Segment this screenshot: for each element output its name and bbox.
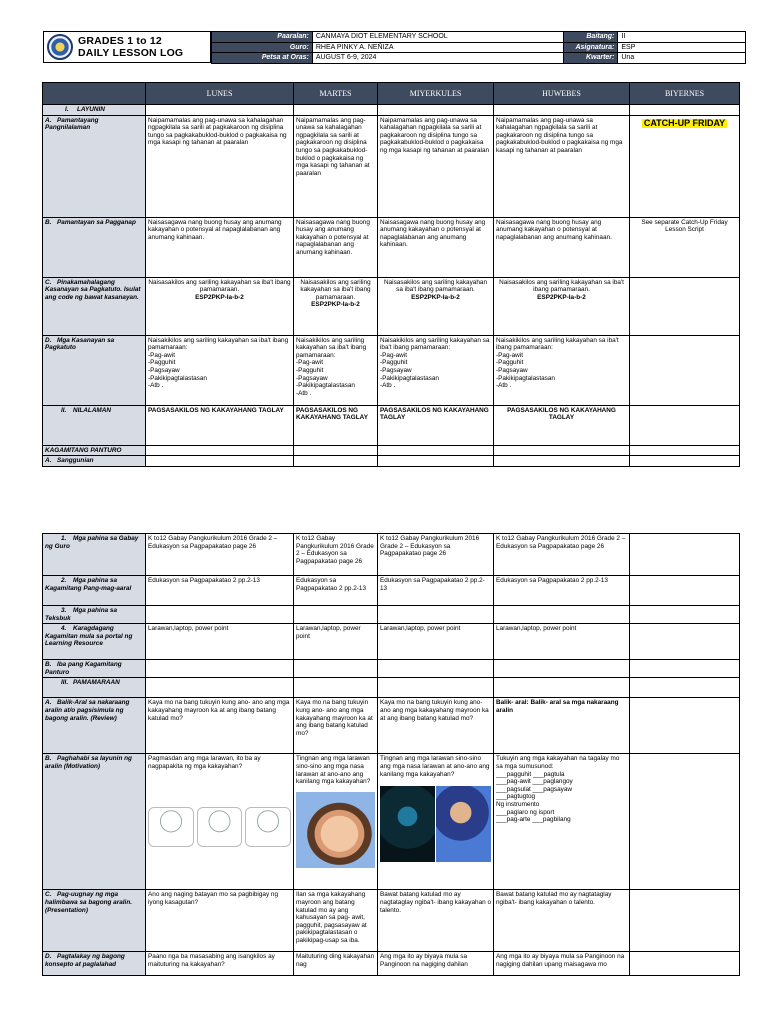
paghahabi-martes xyxy=(294,754,378,890)
skill-item: ___paglaro ng isport xyxy=(496,808,555,816)
paaralan-label: Paaralan: xyxy=(212,32,313,43)
pagtalakay-martes: Maituturing ding kakayahan nag xyxy=(294,952,378,976)
paghahabi-miyerkules xyxy=(378,754,494,890)
corner-header xyxy=(43,83,146,105)
grades-title xyxy=(78,35,183,59)
row-label-kasanayan: D. Mga Kasanayan sa Pagkatuto xyxy=(43,335,146,405)
paghahabi-martes-text: Tingnan ang mga larawan sino-sino ang mga nasa larawan at ano-ano ang kanilang mga kakayahan? xyxy=(296,755,371,786)
paghahabi-lunes xyxy=(146,754,294,890)
day-header-martes: MARTES xyxy=(294,83,378,105)
cartoon-images xyxy=(148,801,291,847)
nilalaman-martes: PAGSASAKILOS NG KAKAYAHANG TAGLAY xyxy=(294,405,378,445)
row-label-paghahabi: B. Paghahabi sa layunin ng aralin (Motivation) xyxy=(43,754,146,890)
pamantayang-martes: Naipamamalas ang pag-unawa sa kahalagahan ngpagkilala sa sarili at pagkakaroon ng disiplina tungo sa pagkakabuklod-buklod o pagkakaisa ng mga kasapi ng tahanan at paaralan xyxy=(294,115,378,217)
baitang-label: Baitang: xyxy=(564,32,618,43)
skill-item: ___pag-awit ___paglangoy xyxy=(496,778,573,786)
day-header-huwebes: HUWEBES xyxy=(494,83,630,105)
balik-aral-huwebes: Balik- aral: Balik- aral sa mga nakaraang aralin xyxy=(494,698,630,754)
balik-aral-miyerkules: Kaya mo na bang tukuyin kung ano- ano ang mga kakayahang mayroon ka at ang ibang batang katulad mo? xyxy=(378,698,494,754)
pag-uugnay-lunes: Ano ang naging batayan mo sa pagbibigay ng iyong kasagutan? xyxy=(146,890,294,952)
lesson-table-2 xyxy=(42,533,740,976)
catch-up-friday-badge: CATCH-UP FRIDAY xyxy=(643,117,726,128)
row-label-pagganap: B. Pamantayan sa Pagganap xyxy=(43,217,146,277)
kasanayan-martes: Naisakikilos ang sariling kakayahan sa iba't ibang pamamaraan: -Pag-awit -Pagguhit -Pagsayaw -Pakikipagtalastasan -Atb . xyxy=(294,335,378,405)
pagtalakay-huwebes: Ang mga ito ay biyaya mula sa Panginoon na nagiging dahilan upang maisagawa mo xyxy=(494,952,630,976)
row-label-pamamaraan: III. PAMAMARAAN xyxy=(43,678,146,698)
pagganap-lunes: Naisasagawa nang buong husay ang anumang kakayahan o potensyal at napaglalabanan ang anumang kahinaan. xyxy=(146,217,294,277)
pinakamahalaga-biyernes xyxy=(630,277,740,335)
paghahabi-huwebes xyxy=(494,754,630,890)
title-line-2: DAILY LESSON LOG xyxy=(78,47,184,59)
row-label-teksbuk: 3. Mga pahina sa Teksbuk xyxy=(43,606,146,624)
paghahabi-huwebes-intro: Tukuyin ang mga kakayahan na tagalay mo sa mga sumusunod: xyxy=(496,755,620,770)
karagdagang-miyerkules: Larawan,laptop, power point xyxy=(378,624,494,660)
day-header-biyernes: BIYERNES xyxy=(630,83,740,105)
guro-value: RHEA PINKY A. NEÑIZA xyxy=(312,42,564,53)
skill-item: Ng instrumento xyxy=(496,800,540,808)
performer-photo-2 xyxy=(436,786,491,862)
cartoon-image-3 xyxy=(245,807,291,847)
skill-item: ___pag-arte ___pagbilang xyxy=(496,816,571,824)
paaralan-value: CANMAYA DIOT ELEMENTARY SCHOOL xyxy=(312,32,564,43)
row-label-pag-uugnay: C. Pag-uugnay ng mga halimbawa sa bagong aralin.(Presentation) xyxy=(43,890,146,952)
header-info-table xyxy=(211,31,746,64)
row-label-pamantayang: A. Pamantayang Pangnilalaman xyxy=(43,115,146,217)
paghahabi-biyernes xyxy=(630,754,740,890)
petsa-label: Petsa at Oras: xyxy=(212,53,313,64)
pag-uugnay-martes: Ilan sa mga kakayahang mayroon ang batang katulad mo ay ang kahusayan sa pag- awit, pagguhit, pagsasayaw at pakikipagtalastasan o pakikipag-usap sa iba. xyxy=(294,890,378,952)
row-label-pagtalakay: D. Pagtalakay ng bagong konsepto at paglalahad xyxy=(43,952,146,976)
cartoon-image-2 xyxy=(197,807,243,847)
row-label-kagamitan: KAGAMITANG PANTURO xyxy=(43,445,146,456)
pagganap-martes: Naisasagawa nang buong husay ang anumang kakayahan o potensyal at napaglalabanan ang anumang kahinaan. xyxy=(294,217,378,277)
karagdagang-lunes: Larawan,laptop, power point xyxy=(146,624,294,660)
row-label-karagdagang: 4. Karagdagang Kagamitan mula sa portal ng Learning Resource xyxy=(43,624,146,660)
kagamitang-pang-huwebes: Edukasyon sa Pagpapakatao 2 pp.2-13 xyxy=(494,576,630,606)
pamantayang-huwebes: Naipamamalas ang pag-unawa sa kahalagahan ngpagkilala sa sarili at pagkakaroon ng disiplina tungo sa pagkakabuklod-buklod o pagkakaisa ng mga kasapi ng tahanan at paaralan xyxy=(494,115,630,217)
pagganap-huwebes: Naisasagawa nang buong husay ang anumang kakayahan o potensyal at napaglalabanan ang anumang kahinaan. xyxy=(494,217,630,277)
row-label-sanggunian: A. Sanggunian xyxy=(43,456,146,467)
row-label-gabay: 1. Mga pahina sa Gabay ng Guro xyxy=(43,534,146,576)
balik-aral-lunes: Kaya mo na bang tukuyin kung ano- ano ang mga kakayahang mayroon ka at ang ibang batang katulad mo? xyxy=(146,698,294,754)
petsa-value: AUGUST 6-9, 2024 xyxy=(312,53,564,64)
karagdagang-martes: Larawan,laptop, power point xyxy=(294,624,378,660)
singer-photo xyxy=(296,792,375,868)
gabay-biyernes xyxy=(630,534,740,576)
gabay-huwebes: K to12 Gabay Pangkurikulum 2016 Grade 2 – Edukasyon sa Pagpapakatao page 26 xyxy=(494,534,630,576)
kasanayan-miyerkules: Naisakikilos ang sariling kakayahan sa iba't ibang pamamaraan: -Pag-awit -Pagguhit -Pagsayaw -Pakikipagtalastasan -Atb . xyxy=(378,335,494,405)
row-label-pinakamahalaga: C. Pinakamahalagang Kasanayan sa Pagkatuto. Isulat ang code ng bawat kasanayan. xyxy=(43,277,146,335)
kagamitang-pang-lunes: Edukasyon sa Pagpapakatao 2 pp.2-13 xyxy=(146,576,294,606)
nilalaman-huwebes: PAGSASAKILOS NG KAKAYAHANG TAGLAY xyxy=(494,405,630,445)
pamantayang-lunes: Naipamamalas ang pag-unawa sa kahalagahan ngpagkilala sa sarili at pagkakaroon ng disiplina tungo sa pagkakabuklod-buklod o pagkakaisa ng mga kasapi ng tahanan at paaralan xyxy=(146,115,294,217)
guro-label: Guro: xyxy=(212,42,313,53)
cartoon-image-1 xyxy=(148,807,194,847)
pagganap-biyernes: See separate Catch-Up Friday Lesson Script xyxy=(630,217,740,277)
lesson-table-1 xyxy=(42,82,740,467)
row-label-balik-aral: A. Balik-Aral sa nakaraang aralin at/o pagsisimula ng bagong aralin. (Review) xyxy=(43,698,146,754)
row-label-nilalaman: II. NILALAMAN xyxy=(43,405,146,445)
balik-aral-biyernes xyxy=(630,698,740,754)
kasanayan-lunes: Naisakikilos ang sariling kakayahan sa iba't ibang pamamaraan: -Pag-awit -Pagguhit -Pagsayaw -Pakikipagtalastasan -Atb . xyxy=(146,335,294,405)
grades-title-box xyxy=(43,31,211,63)
pag-uugnay-huwebes: Bawat batang katulad mo ay nagtataglay ngiba't- ibang kakayahan o talento. xyxy=(494,890,630,952)
pagganap-miyerkules: Naisasagawa nang buong husay ang anumang kakayahan o potensyal at napaglalabanan ang anumang kahinaan. xyxy=(378,217,494,277)
pag-uugnay-biyernes xyxy=(630,890,740,952)
kwarter-value: Una xyxy=(618,53,746,64)
skill-item: ___pagsulat ___pagsayaw xyxy=(496,785,573,793)
kagamitang-pang-martes: Edukasyon sa Pagpapakatao 2 pp.2-13 xyxy=(294,576,378,606)
kasanayan-huwebes: Naisakikilos ang sariling kakayahan sa iba't ibang pamamaraan: -Pag-awit -Pagguhit -Pagsayaw -Pakikipagtalastasan -Atb . xyxy=(494,335,630,405)
gabay-lunes: K to12 Gabay Pangkurikulum 2016 Grade 2 – Edukasyon sa Pagpapakatao page 26 xyxy=(146,534,294,576)
pagtalakay-miyerkules: Ang mga ito ay biyaya mula sa Panginoon na nagiging dahilan xyxy=(378,952,494,976)
balik-aral-martes: Kaya mo na bang tukuyin kung ano- ano ang mga kakayahang mayroon ka at ang ibang batang katulad mo? xyxy=(294,698,378,754)
skill-item: ___pagtugtog xyxy=(496,793,536,801)
day-header-miyerkules: MIYERKULES xyxy=(378,83,494,105)
deped-seal-icon xyxy=(47,34,73,60)
performer-photos xyxy=(380,786,491,862)
row-label-kagamitang-pang: 2. Mga pahina sa Kagamitang Pang-mag-aaral xyxy=(43,576,146,606)
pinakamahalaga-huwebes: Naisasakilos ang sariling kakayahan sa iba't ibang pamamaraan. ESP2PKP-Ia-b-2 xyxy=(494,277,630,335)
karagdagang-biyernes xyxy=(630,624,740,660)
row-label-layunin: I. LAYUNIN xyxy=(43,105,146,116)
gabay-miyerkules: K to12 Gabay Pangkurikulum 2016 Grade 2 – Edukasyon sa Pagpapakatao page 26 xyxy=(378,534,494,576)
pinakamahalaga-lunes: Naisasakilos ang sariling kakayahan sa iba't ibang pamamaraan. ESP2PKP-Ia-b-2 xyxy=(146,277,294,335)
kagamitang-pang-miyerkules: Edukasyon sa Pagpapakatao 2 pp.2-13 xyxy=(378,576,494,606)
pinakamahalaga-miyerkules: Naisasakilos ang sariling kakayahan sa iba't ibang pamamaraan. ESP2PKP-Ia-b-2 xyxy=(378,277,494,335)
pamantayang-miyerkules: Naipamamalas ang pag-unawa sa kahalagahan ngpagkilala sa sarili at pagkakaroon ng disiplina tungo sa pagkakabuklod-buklod o pagkakaisa ng mga kasapi ng tahanan at paaralan xyxy=(378,115,494,217)
kagamitang-pang-biyernes xyxy=(630,576,740,606)
title-line-1: GRADES 1 to 12 xyxy=(78,35,162,47)
kasanayan-biyernes xyxy=(630,335,740,405)
nilalaman-lunes: PAGSASAKILOS NG KAKAYAHANG TAGLAY xyxy=(146,405,294,445)
row-label-iba-pang: B. Iba pang Kagamitang Panturo xyxy=(43,660,146,678)
skill-item: ___pagguhit ___pagtula xyxy=(496,770,565,778)
asignatura-value: ESP xyxy=(618,42,746,53)
pinakamahalaga-martes: Naisasakilos ang sariling kakayahan sa iba't ibang pamamaraan. ESP2PKP-Ia-b-2 xyxy=(294,277,378,335)
performer-photo-1 xyxy=(380,786,435,862)
paghahabi-miyerkules-text: Tingnan ang mga larawan sino-sino ang mga nasa larawan at ano-ano ang kanilang mga kakayahan? xyxy=(380,755,490,778)
pagtalakay-biyernes xyxy=(630,952,740,976)
nilalaman-miyerkules: PAGSASAKILOS NG KAKAYAHANG TAGLAY xyxy=(378,405,494,445)
paghahabi-lunes-text: Pagmasdan ang mga larawan, ito ba ay nagpapakita ng mga kakayahan? xyxy=(148,755,261,770)
gabay-martes: K to12 Gabay Pangkurikulum 2016 Grade 2 – Edukasyon sa Pagpapakatao page 26 xyxy=(294,534,378,576)
pag-uugnay-miyerkules: Bawat batang katulad mo ay nagtataglay ngiba't- ibang kakayahan o talento. xyxy=(378,890,494,952)
asignatura-label: Asignatura: xyxy=(564,42,618,53)
pagtalakay-lunes: Paano nga ba masasabing ang isangkilos ay maituturing na kakayahan? xyxy=(146,952,294,976)
karagdagang-huwebes: Larawan,laptop, power point xyxy=(494,624,630,660)
nilalaman-biyernes xyxy=(630,405,740,445)
kwarter-label: Kwarter: xyxy=(564,53,618,64)
day-header-lunes: LUNES xyxy=(146,83,294,105)
baitang-value: II xyxy=(618,32,746,43)
pamantayang-biyernes xyxy=(630,115,740,217)
